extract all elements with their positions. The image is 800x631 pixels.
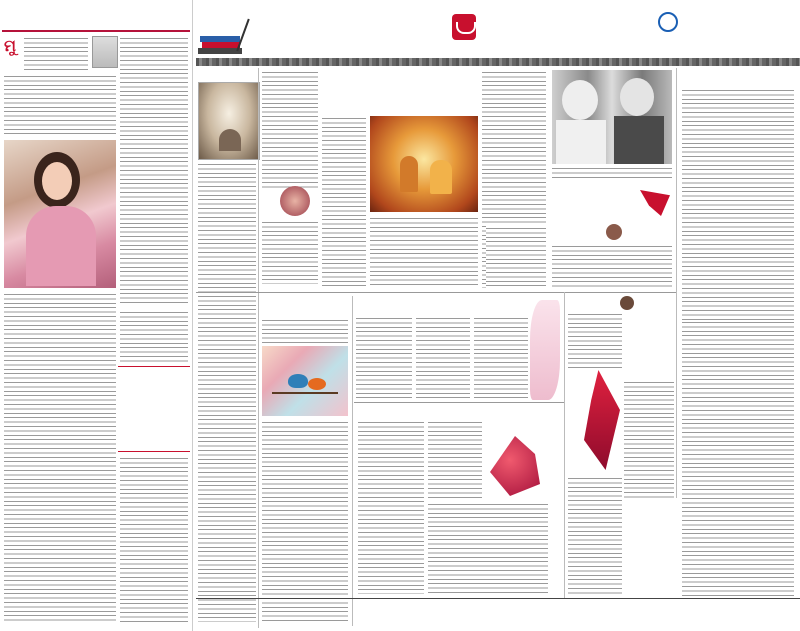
author-photo-prakruti xyxy=(620,296,634,310)
sketch-portrait xyxy=(198,82,260,160)
emblem-icon xyxy=(658,12,678,32)
review-band xyxy=(434,600,594,612)
bujhila-text xyxy=(552,244,672,288)
prakruti-text xyxy=(568,476,622,594)
status-text xyxy=(416,316,470,398)
photo-caption xyxy=(552,166,672,178)
sakha-text xyxy=(198,162,256,622)
red-flower-shape xyxy=(490,436,540,496)
abhisara-text xyxy=(428,420,482,500)
juddha-text xyxy=(682,320,794,598)
skyline-strip xyxy=(196,58,800,66)
left-text-block xyxy=(120,310,188,362)
red-decor-shape xyxy=(640,190,670,216)
status-text xyxy=(356,316,412,398)
prakruti-text xyxy=(624,380,674,500)
red-bird-shape xyxy=(584,370,620,470)
highlight-box xyxy=(118,366,190,452)
woman-illustration xyxy=(4,140,116,288)
drop-cap: ମୁ xyxy=(4,36,16,55)
author-photo-bujhila xyxy=(606,224,622,240)
left-text-block xyxy=(4,74,116,136)
sakha-text xyxy=(262,70,318,190)
nirab-text xyxy=(322,116,366,288)
bujhila-text xyxy=(486,226,546,288)
left-header xyxy=(0,0,190,30)
birds-illustration xyxy=(262,346,348,416)
pink-swirl xyxy=(530,300,560,400)
left-text-block xyxy=(4,292,116,622)
nirab-text xyxy=(370,216,478,288)
phagun-text xyxy=(262,420,348,622)
sakha-text xyxy=(262,220,318,284)
anniversary-badge xyxy=(616,8,656,48)
phagun-text xyxy=(262,318,348,344)
left-text-block xyxy=(120,36,188,306)
status-text xyxy=(474,316,528,398)
left-text-block xyxy=(120,456,188,622)
book-logo-icon xyxy=(452,14,476,40)
author-photo xyxy=(92,36,118,68)
books-illustration xyxy=(196,12,256,56)
prakruti-text xyxy=(568,312,622,368)
abhisara-text xyxy=(428,502,548,594)
masthead xyxy=(196,0,800,58)
abhisara-text xyxy=(358,420,424,594)
left-text-block xyxy=(24,36,88,72)
historic-photo xyxy=(552,70,672,164)
monk-painting xyxy=(370,116,478,212)
author-photo-woman xyxy=(280,186,310,216)
